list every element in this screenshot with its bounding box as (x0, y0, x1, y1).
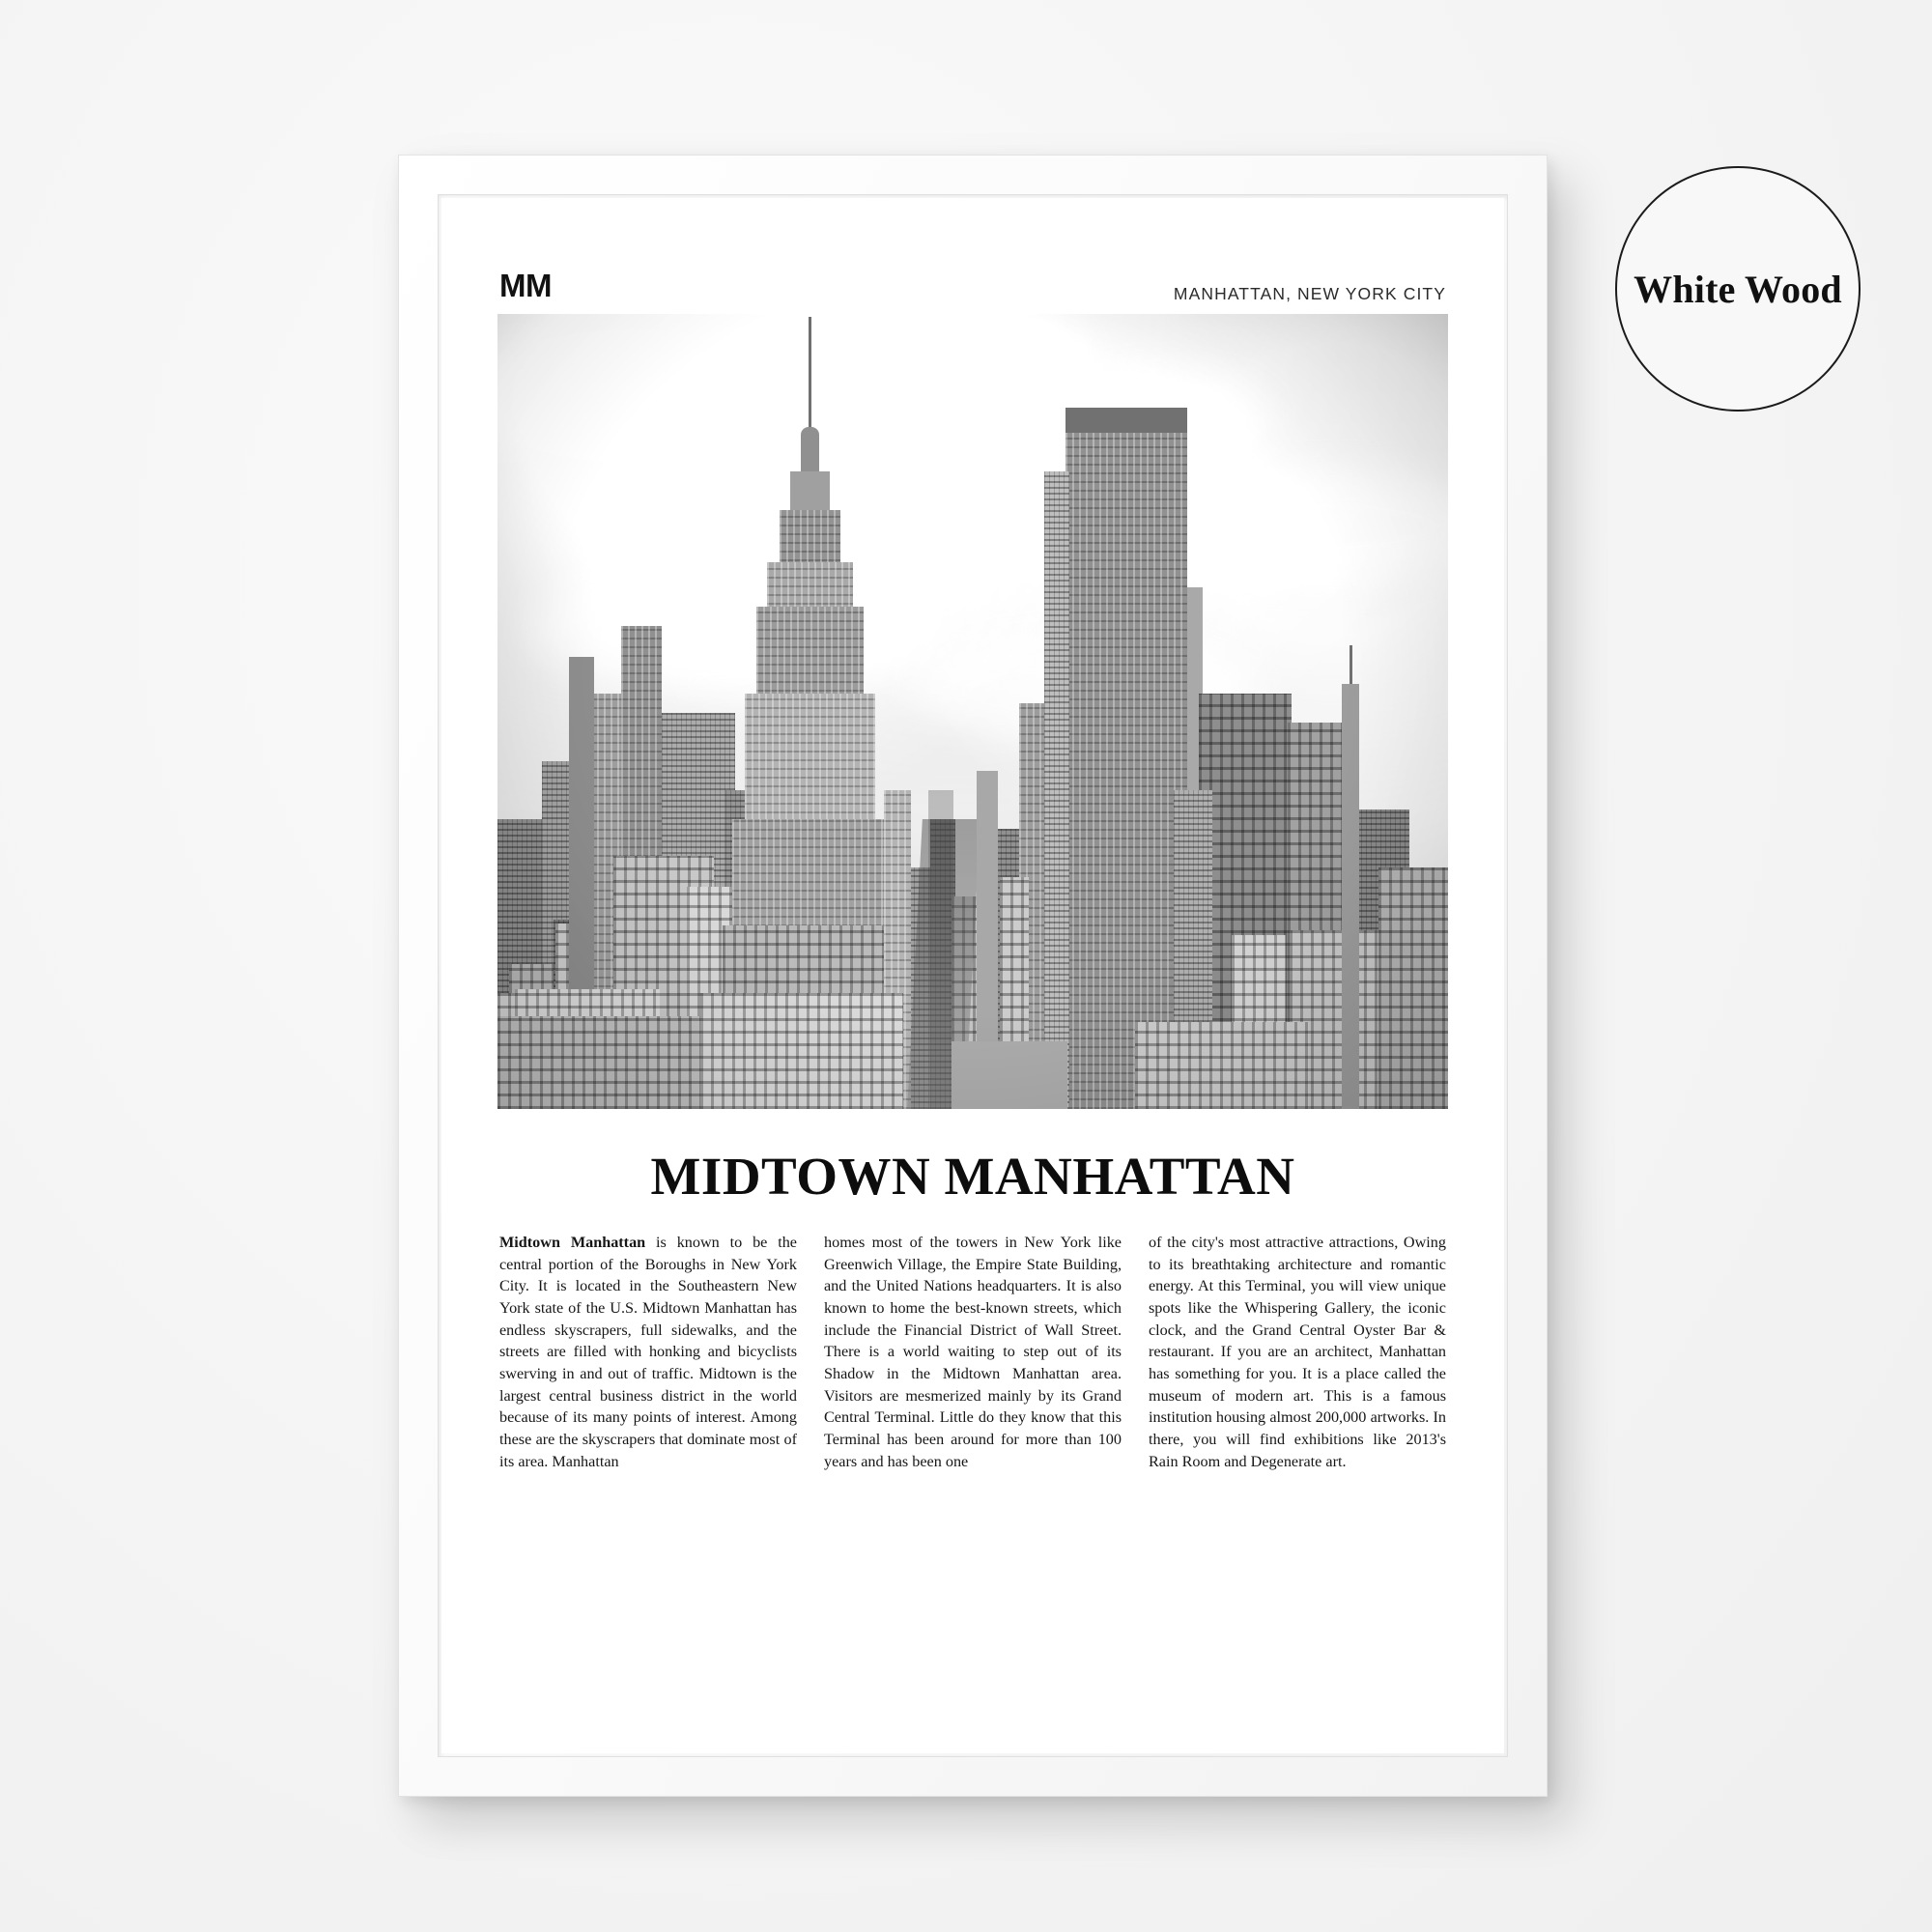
poster-column-3 (1149, 1232, 1446, 1472)
poster-body-lead: Midtown Manhattan (499, 1234, 646, 1251)
poster-column-2 (824, 1232, 1122, 1472)
poster-body-columns (497, 1232, 1448, 1472)
poster-monogram: MM (499, 268, 552, 303)
poster-photograph (497, 314, 1448, 1109)
poster (441, 198, 1504, 1753)
poster-column-1-text: is known to be the central portion of the Boroughs in New York City. It is located in the Southeastern New York state of the U.S. Midtown Manhattan has endless skyscrapers, full sidewalks, and the streets are filled with honking and bicyclists swerving in and out of traffic. Midtown is the largest central business district in the world because of its many points of interest. Among these are the skyscrapers that dominate most of its area. Manhattan (499, 1234, 797, 1470)
poster-column-1 (499, 1232, 797, 1472)
poster-title: MIDTOWN MANHATTAN (650, 1147, 1295, 1206)
picture-frame (398, 155, 1548, 1797)
poster-column-3-text: of the city's most attractive attractions, Owing to its breathtaking architecture and romantic energy. At this Terminal, you will view unique spots like the Whispering Gallery, the iconic clock, and the Grand Central Oyster Bar & restaurant. If you are an architect, Manhattan has something for you. It is a place called the museum of modern art. This is a famous institution housing almost 200,000 artworks. In there, you will find exhibitions like 2013's Rain Room and Degenerate art. (1149, 1234, 1446, 1470)
poster-header (497, 268, 1448, 314)
material-badge (1615, 166, 1861, 412)
poster-location-label: MANHATTAN, NEW YORK CITY (1173, 284, 1446, 303)
poster-column-2-text: homes most of the towers in New York like Greenwich Village, the Empire State Building, and the United Nations headquarters. It is also known to home the best-known streets, which include the Financial District of Wall Street. There is a world waiting to step out of its Shadow in the Midtown Manhattan area. Visitors are mesmerized mainly by its Grand Central Terminal. Little do they know that this Terminal has been around for more than 100 years and has been one (824, 1234, 1122, 1470)
material-badge-label: White Wood (1634, 267, 1842, 311)
